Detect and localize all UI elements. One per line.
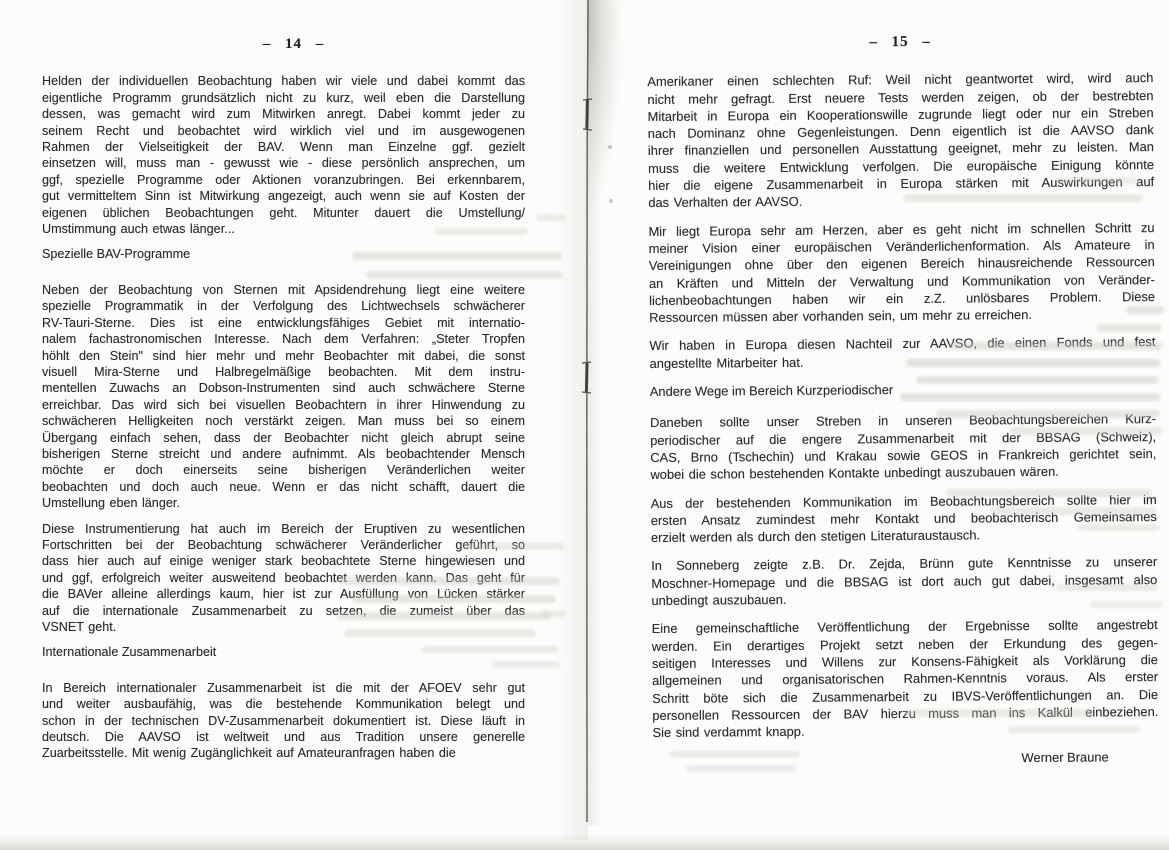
text-line: Fortschritten bei der Beobachtung schwächerer Veränderlicher geführt, so bbox=[42, 537, 525, 552]
page-number: – 15 – bbox=[869, 33, 931, 51]
section-heading: Spezielle BAV-Programme bbox=[42, 247, 191, 262]
scan-speck bbox=[608, 145, 612, 149]
text-line: Aus der bestehenden Kommunikation im Beobachtungsbereich sollte hier im bbox=[650, 491, 1157, 511]
text-line: unbedingt auszubauen. bbox=[651, 591, 787, 608]
text-line: In Sonneberg zeigte z.B. Dr. Zejda, Brünn gute Kenntnisse zu unserer bbox=[651, 554, 1158, 574]
text-line: deutsch. Die AAVSO ist weltweit und aus Tradition unsere generelle bbox=[42, 730, 525, 745]
text-line: schon in der technischen DV-Zusammenarbeit dokumentiert ist. Diese läuft in bbox=[42, 713, 525, 728]
text-line: Moschner-Homepage und die BBSAG ist dort auch gut dabei, insgesamt also bbox=[651, 571, 1158, 591]
text-line: einsetzen will, muss man - gewusst wie - diese persönlich ansprechen, um bbox=[42, 156, 525, 171]
text-line: werden. Ein derartiges Projekt setzt neben der Erkundung des gegen- bbox=[651, 634, 1158, 654]
text-line: erreichbar. Das wird sich bei visuellen Beobachtern in ihrer Hinwendung zu bbox=[42, 397, 525, 412]
text-line: muss die weitere Entwicklung verfolgen. Die europäische Einigung könnte bbox=[647, 156, 1155, 176]
text-line: nalem fachastronomischen Interesse. Nach dem Verfahren: „Steter Tropfen bbox=[42, 332, 525, 347]
text-line: Neben der Beobachtung von Sternen mit Apsidendrehung liegt eine weitere bbox=[42, 282, 525, 297]
staple bbox=[583, 99, 592, 130]
text-line: dessen, was gemacht wird zum Mitwirken anregt. Dabei kommt jeder zu bbox=[42, 107, 525, 122]
section-heading: Andere Wege im Bereich Kurzperiodischer bbox=[649, 382, 894, 400]
text-line: ersten Ansatz zumindest mehr Kontakt und beobachterisch Gemeinsames bbox=[650, 508, 1157, 528]
text-line: an Kräften und Mitteln der Verwaltung und Kommunikation von Veränder- bbox=[648, 271, 1155, 291]
text-line: nach Dominanz ohne Gegenleistungen. Denn eigentlich ist die AAVSO dank bbox=[647, 122, 1154, 142]
text-line: Diese Instrumentierung hat auch im Bereich der Eruptiven zu wesentlichen bbox=[42, 521, 525, 536]
text-line: CAS, Brno (Tschechin) und Krakau sowie GEOS in Frankreich gerichtet sein, bbox=[650, 445, 1157, 465]
text-line: Mitarbeit in Europa ein Kooperationswille zugrunde liegt oder nur ein Streben bbox=[647, 104, 1154, 124]
text-line: Mir liegt Europa sehr am Herzen, aber es geht nicht im schnellen Schritt zu bbox=[648, 219, 1155, 239]
text-line: Helden der individuellen Beobachtung haben wir viele und dabei kommt das bbox=[42, 74, 525, 89]
text-line: Zuarbeitsstelle. Mit wenig Zugänglichkeit auf Amateuranfragen haben die bbox=[42, 746, 456, 761]
text-line: möchte er doch einerseits seine bisherigen Veränderlichen weiter bbox=[42, 463, 525, 478]
text-line: Umstimmung auch etwas länger... bbox=[42, 222, 235, 237]
text-line: und ggf, erfolgreich weiter ausweitend beobachtet werden kann. Das geht für bbox=[42, 570, 525, 585]
text-line: hier die eigene Zusammenarbeit in Europa stärken mit Auswirkungen auf bbox=[648, 174, 1155, 194]
text-line: bisherigen Sterne streicht und andere aufnimmt. Als beobachtender Mensch bbox=[42, 446, 525, 461]
section-heading: Internationale Zusammenarbeit bbox=[42, 645, 217, 660]
text-line: Amerikaner einen schlechten Ruf: Weil nicht geantwortet wird, wird auch bbox=[647, 70, 1154, 90]
text-line: ihrer finanziellen und personellen Ausstattung geeignet, mehr zu leisten. Man bbox=[647, 139, 1154, 159]
text-line: Ressourcen müssen aber vorhanden sein, um mehr zu erreichen. bbox=[649, 307, 1033, 326]
text-line: eigentliche Programm grundsätzlich nicht zu kurz, weil eben die Darstellung bbox=[42, 90, 525, 105]
text-line: Daneben sollte unser Streben in unseren Beobachtungsbereichen Kurz- bbox=[649, 411, 1157, 431]
text-line: periodischer auf die engere Zusammenarbeit mit der BBSAG (Schweiz), bbox=[650, 428, 1157, 448]
text-line: allgemeinen und organisatorischen Rahmen-Kenntnis voraus. Als erster bbox=[652, 669, 1159, 689]
page-number: – 14 – bbox=[262, 36, 325, 52]
text-line: wobei die schon bestehenden Kontakte unbedingt auszubauen wären. bbox=[650, 464, 1059, 483]
text-line: gut vermitteltem Sinn ist Mitwirkung angezeigt, auch wenn sie auf Kosten der bbox=[42, 189, 525, 204]
text-line: Übergang einfach sehen, dass der Beobachter nicht gleich abrupt seine bbox=[42, 430, 525, 445]
text-line: schwächeren Helligkeiten noch verstärkt zeigen. Man muss bei so einem bbox=[42, 414, 525, 429]
text-line: Schritt böte sich die Zusammenarbeit zu IBVS-Veröffentlichungen an. Die bbox=[652, 686, 1159, 706]
text-line: VSNET geht. bbox=[42, 620, 117, 634]
text-line: visuell Mira-Sterne und Halbregelmäßige beobachten. Mit dem instru- bbox=[42, 364, 525, 379]
text-line: RV-Tauri-Sterne. Dies ist eine entwicklungsfähiges Gebiet mit internatio- bbox=[42, 315, 525, 330]
text-line: angestellte Mitarbeiter hat. bbox=[649, 354, 804, 371]
text-line: meiner Vision einer europäischen Veränderlichenformation. Als Amateure in bbox=[648, 236, 1155, 256]
text-line: auf die internationale Zusammenarbeit zu setzen, die zumeist über das bbox=[42, 603, 525, 618]
signature: Werner Braune bbox=[1021, 749, 1109, 766]
text-line: nicht mehr gefragt. Erst neuere Tests werden zeigen, ob der bestrebten bbox=[647, 87, 1154, 107]
text-line: ggf, spezielle Programme oder Aktionen voranzubringen. Bei erkennbarem, bbox=[42, 172, 525, 187]
text-line: dass hier auch auf einige weniger stark beobachtete Sterne hingewiesen und bbox=[42, 554, 525, 569]
text-line: das Verhalten der AAVSO. bbox=[648, 194, 803, 211]
text-line: spezielle Programmatik in der Verfolgung des Lichtwechsels schwächerer bbox=[42, 299, 525, 314]
scan-speck bbox=[609, 199, 613, 203]
text-line: Umstellung eben länger. bbox=[42, 496, 180, 511]
text-line: die BAVer alleine allerdings kaum, hier ist zur Ausfüllung von Lücken stärker bbox=[42, 587, 525, 602]
text-line: seinem Recht und beobachtet wird wirklich viel und im ausgewogenen bbox=[42, 123, 525, 138]
text-line: eigenen üblichen Beobachtungen geht. Mitunter dauert die Umstellung/ bbox=[42, 205, 525, 220]
text-line: höhlt den Stein" sind hier mehr und mehr Beobachter mit dabei, die sonst bbox=[42, 348, 525, 363]
text-line: Eine gemeinschaftliche Veröffentlichung der Ergebnisse sollte angestrebt bbox=[651, 617, 1158, 637]
text-line: personellen Ressourcen der BAV hierzu muss man ins Kalkül einbeziehen. bbox=[652, 703, 1159, 723]
text-line: Vereinigungen ohne über den eigenen Bereich hinausreichende Ressourcen bbox=[648, 254, 1155, 274]
text-line: Sie sind verdammt knapp. bbox=[652, 723, 805, 741]
text-line: In Bereich internationaler Zusammenarbeit ist die mit der AFOEV sehr gut bbox=[42, 680, 525, 695]
text-line: lichenbeobachtungen haben wir ein z.Z. unlösbares Problem. Diese bbox=[649, 288, 1156, 308]
text-line: Rahmen der Vielseitigkeit der BAV. Wenn man Einzelne ggf. gezielt bbox=[42, 140, 525, 155]
text-line: mentellen Zuwachs an Dobson-Instrumenten sind auch schwächere Sterne bbox=[42, 381, 525, 396]
text-line: erzielt werden als durch den stetigen Literaturaustausch. bbox=[650, 527, 981, 546]
text-line: beobachten und doch auch neue. Wenn er das nicht schafft, dauert die bbox=[42, 479, 525, 494]
staple bbox=[582, 362, 591, 393]
text-line: und weiter ausbaufähig, was die bestehende Kommunikation belegt und bbox=[42, 697, 525, 712]
text-line: Wir haben in Europa diesen Nachteil zur AAVSO, die einen Fonds und fest bbox=[649, 334, 1156, 354]
text-line: seitigen Interesses und Willens zur Konsens-Fähigkeit als Vorklärung die bbox=[651, 651, 1158, 671]
